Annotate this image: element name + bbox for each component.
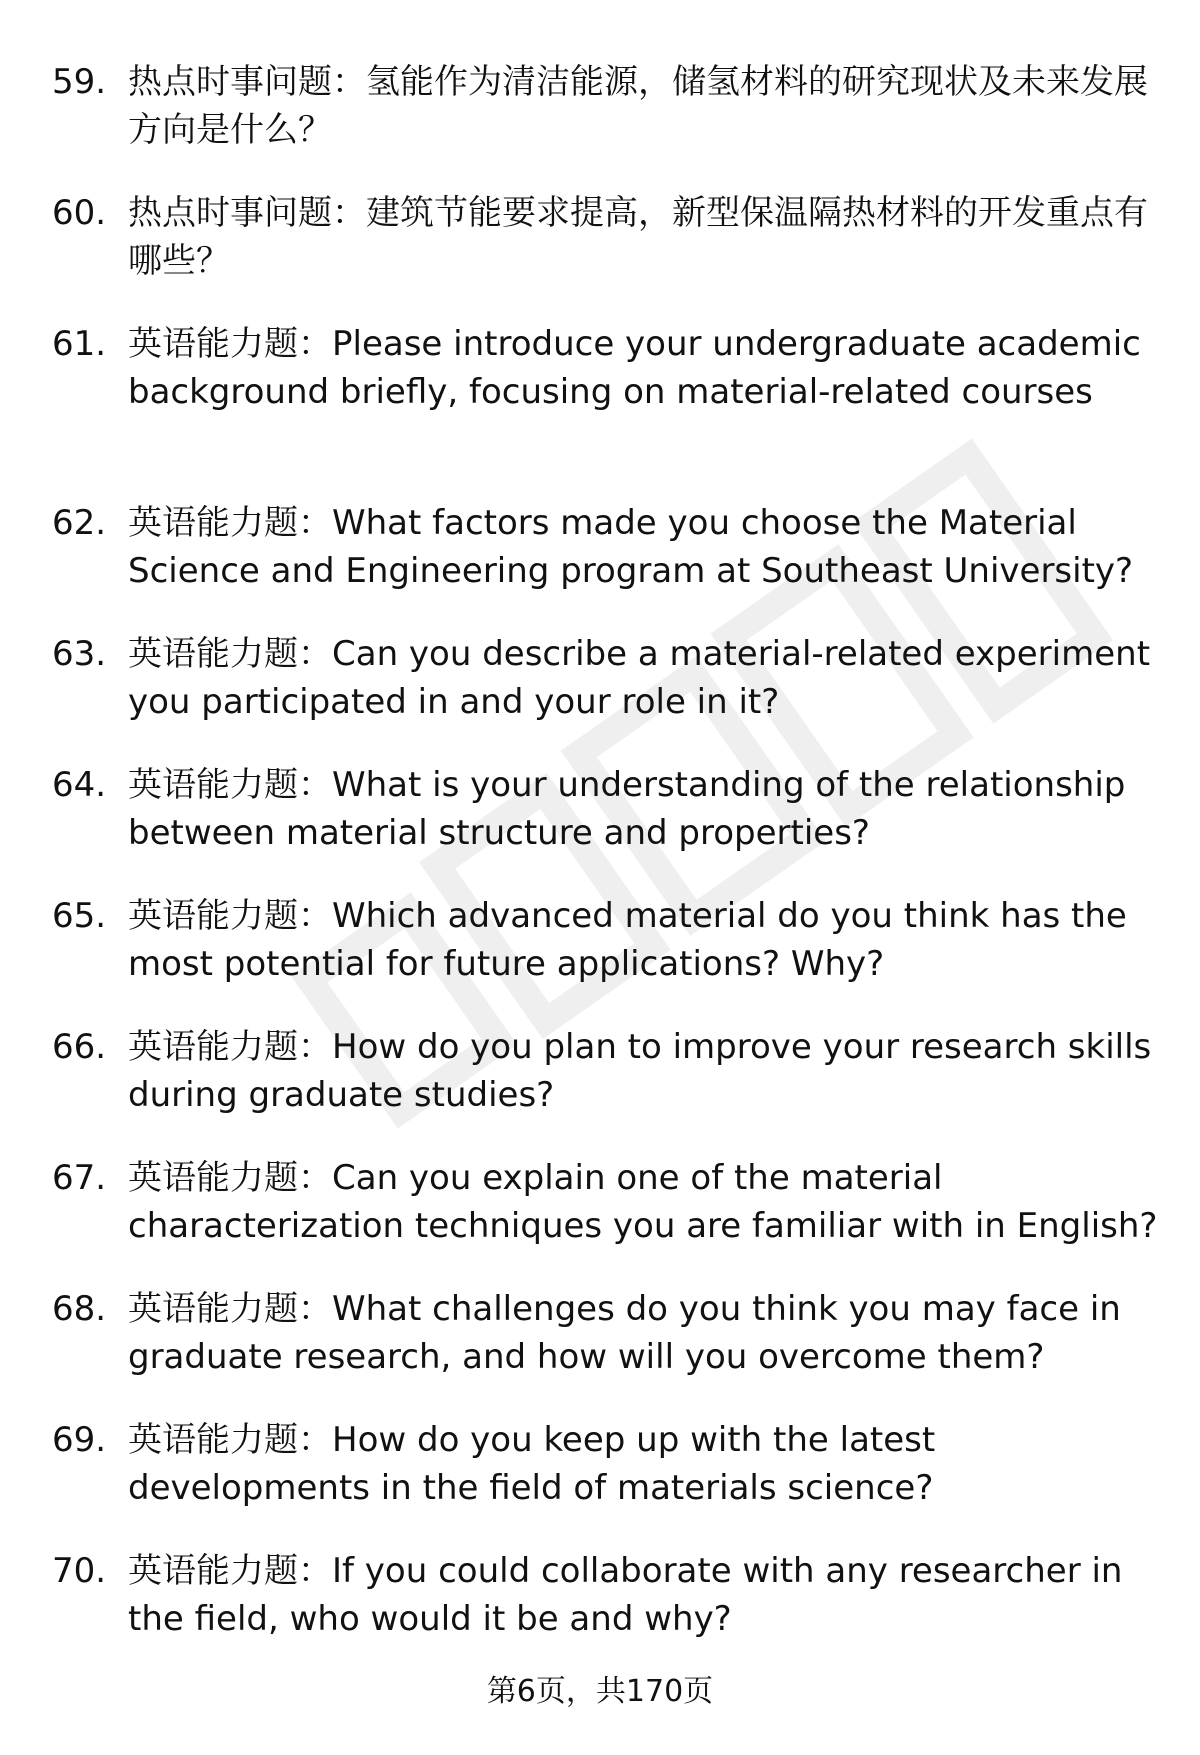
question-number: 67. (52, 1158, 107, 1198)
question-text: 英语能力题：Can you explain one of the material characterization techniques you are familiar with in English? (128, 1158, 1158, 1246)
question-text: 热点时事问题：氢能作为清洁能源，储氢材料的研究现状及未来发展方向是什么？ (128, 62, 1148, 150)
list-item (0, 58, 1200, 154)
list-item (0, 1023, 1200, 1119)
question-text: 英语能力题：How do you plan to improve your research skills during graduate studies? (128, 1027, 1152, 1115)
question-text: 英语能力题：How do you keep up with the latest developments in the field of materials science? (128, 1420, 936, 1508)
question-list (0, 58, 1200, 1678)
list-item (0, 1416, 1200, 1512)
question-text: 英语能力题：What factors made you choose the Material Science and Engineering program at Southeast University? (128, 503, 1134, 591)
question-number: 65. (52, 896, 107, 936)
question-text: 英语能力题：What challenges do you think you may face in graduate research, and how will you overcome them? (128, 1289, 1121, 1377)
question-number: 59. (52, 62, 107, 102)
question-number: 68. (52, 1289, 107, 1329)
question-number: 63. (52, 634, 107, 674)
list-item (0, 892, 1200, 988)
list-item (0, 1154, 1200, 1250)
page-number-footer: 第6页，共170页 (486, 1674, 714, 1709)
question-number: 62. (52, 503, 107, 543)
question-text: 英语能力题：Can you describe a material-related experiment you participated in and your role in it? (128, 634, 1151, 722)
question-number: 69. (52, 1420, 107, 1460)
list-item (0, 320, 1200, 464)
question-number: 66. (52, 1027, 107, 1067)
list-item (0, 189, 1200, 285)
list-item (0, 1285, 1200, 1381)
question-number: 60. (52, 193, 107, 233)
list-item (0, 499, 1200, 595)
question-text: 英语能力题：Which advanced material do you think has the most potential for future applications? Why? (128, 896, 1127, 984)
list-item (0, 1547, 1200, 1643)
question-text: 英语能力题：If you could collaborate with any researcher in the field, who would it be and why? (128, 1551, 1123, 1639)
question-text: 英语能力题：Please introduce your undergraduate academic background briefly, focusing on material-related courses (128, 324, 1141, 412)
list-item (0, 761, 1200, 857)
list-item (0, 630, 1200, 726)
question-text: 英语能力题：What is your understanding of the relationship between material structure and properties? (128, 765, 1126, 853)
question-number: 70. (52, 1551, 107, 1591)
question-number: 61. (52, 324, 107, 364)
question-number: 64. (52, 765, 107, 805)
question-text: 热点时事问题：建筑节能要求提高，新型保温隔热材料的开发重点有哪些？ (128, 193, 1148, 281)
